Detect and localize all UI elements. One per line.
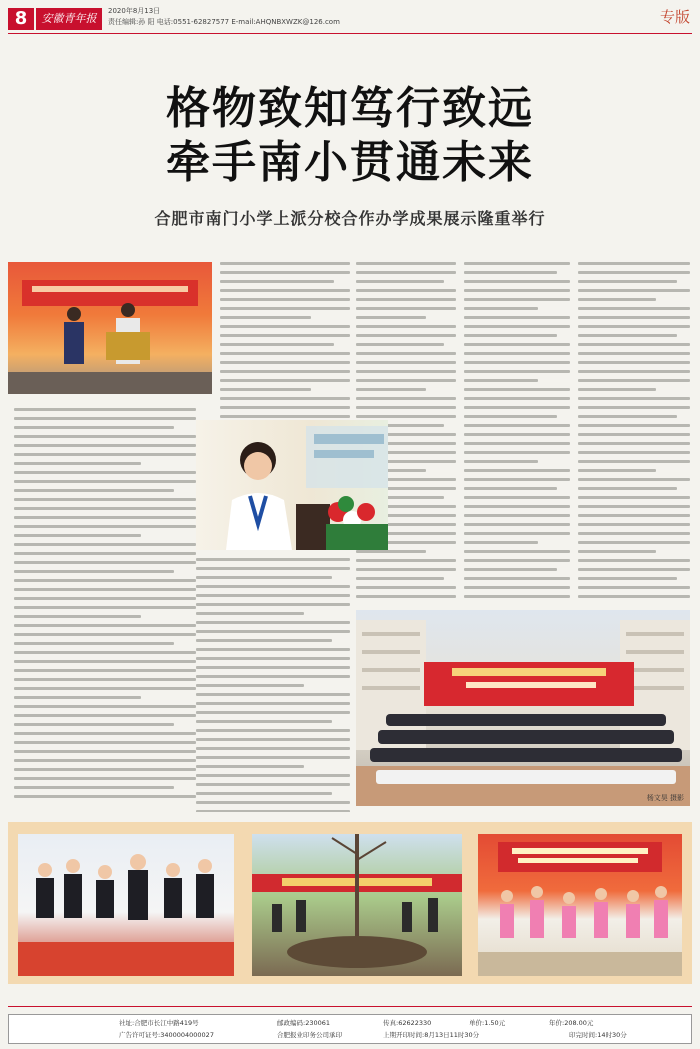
stage-performance-illustration (478, 834, 682, 976)
issue-contact: 责任编辑:孙 阳 电话:0551-62827577 E-mail:AHQNBXWZK@126.com (108, 18, 340, 26)
footer-postcode: 邮政编码:230061 (277, 1019, 331, 1027)
tree-planting-illustration (252, 834, 462, 976)
article-column-4-top (464, 262, 570, 602)
issue-date: 2020年8月13日 (108, 7, 161, 15)
dance-performance-photo (18, 834, 234, 976)
footer-license: 广告许可证号:3400004000027 (119, 1031, 214, 1039)
stage-performance-photo (478, 834, 682, 976)
footer-rule (8, 1006, 692, 1007)
newspaper-name: 安徽青年报 (36, 8, 102, 30)
section-tag: 专版 (659, 8, 690, 26)
article-column-2-bottom (196, 558, 350, 812)
page-number-badge: 8 (8, 8, 34, 30)
footer-printer: 合肥报业印务公司承印 (277, 1031, 342, 1039)
article-column-5-top (578, 262, 690, 602)
footer-annual-price: 年价:208.00元 (549, 1019, 594, 1027)
footer-address: 社址:合肥市长江中路419号 (119, 1019, 199, 1027)
signing-ceremony-illustration (8, 262, 212, 394)
top-rule (8, 33, 692, 34)
speaker-photo (196, 420, 388, 550)
speaker-illustration (196, 420, 388, 550)
group-photo-caption: 杨文昊 摄影 (646, 794, 684, 802)
signing-ceremony-photo (8, 262, 212, 394)
newspaper-footer (8, 1014, 692, 1044)
dance-illustration (18, 834, 234, 976)
article-column-1 (14, 408, 196, 812)
headline-line-1: 格物致知笃行致远 (166, 83, 534, 134)
tree-planting-photo (252, 834, 462, 976)
group-photo-illustration (356, 610, 690, 806)
footer-print-end: 印完时间:14时30分 (569, 1031, 627, 1039)
footer-fax: 传真:62622330 (383, 1019, 432, 1027)
subheadline: 合肥市南门小学上派分校合作办学成果展示隆重举行 (154, 209, 546, 228)
group-photo (356, 610, 690, 806)
headline-line-2: 牵手南小贯通未来 (166, 137, 534, 188)
footer-print-start: 上期开印时间:8月13日11时30分 (383, 1031, 480, 1039)
article-column-2-top (220, 262, 350, 418)
footer-price: 单价:1.50元 (469, 1019, 506, 1027)
